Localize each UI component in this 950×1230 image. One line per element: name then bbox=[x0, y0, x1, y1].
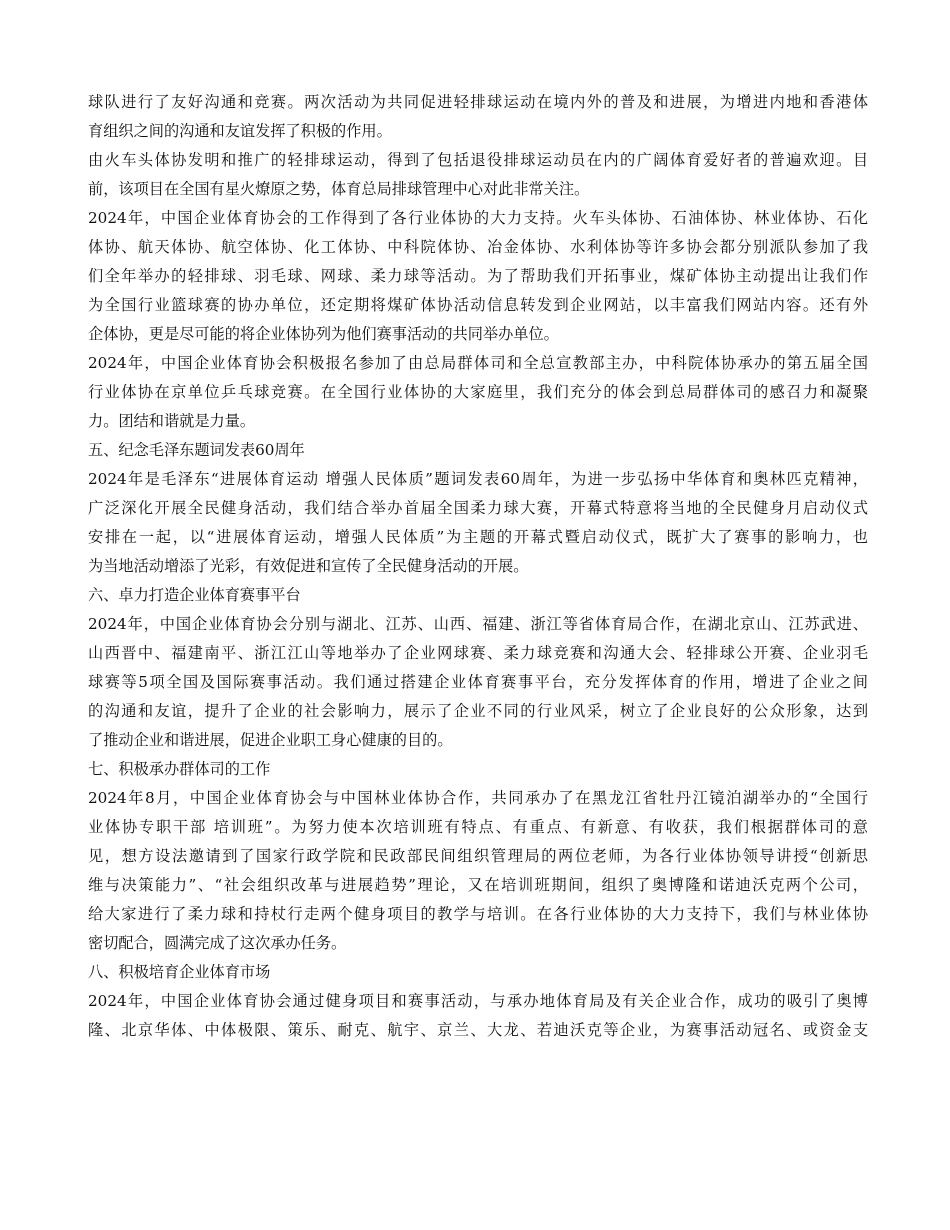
text-line: 为当地活动增添了光彩，有效促进和宣传了全民健身活动的开展。 bbox=[88, 557, 529, 575]
text-line: 见，想方设法邀请到了国家行政学院和民政部民间组织管理局的两位老师，为各行业体协领导讲授“创新思 bbox=[88, 847, 868, 865]
text-line: 球赛等5项全国及国际赛事活动。我们通过搭建企业体育赛事平台，充分发挥体育的作用，增进了企业之间 bbox=[88, 673, 868, 691]
section-heading: 八、积极培育企业体育市场 bbox=[88, 963, 271, 981]
text-line: 给大家进行了柔力球和持杖行走两个健身项目的教学与培训。在各行业体协的大力支持下，我们与林业体协 bbox=[88, 905, 868, 923]
text-line: 球队进行了友好沟通和竞赛。两次活动为共同促进轻排球运动在境内外的普及和进展，为增进内地和香港体 bbox=[88, 93, 868, 111]
text-line: 2024年，中国企业体育协会通过健身项目和赛事活动，与承办地体育局及有关企业合作，成功的吸引了奥博 bbox=[88, 992, 868, 1010]
text-line: 企体协，更是尽可能的将企业体协列为他们赛事活动的共同举办单位。 bbox=[88, 325, 559, 343]
text-line: 2024年是毛泽东“进展体育运动 增强人民体质”题词发表60周年，为进一步弘扬中华体育和奥林匹克精神， bbox=[88, 470, 868, 488]
text-line: 安排在一起，以“进展体育运动，增强人民体质”为主题的开幕式暨启动仪式，既扩大了赛事的影响力，也 bbox=[88, 528, 868, 546]
text-line: 由火车头体协发明和推广的轻排球运动，得到了包括退役排球运动员在内的广阔体育爱好者的普遍欢迎。目 bbox=[88, 151, 868, 169]
text-line: 维与决策能力”、“社会组织改革与进展趋势”理论，又在培训班期间，组织了奥博隆和诺迪沃克两个公司， bbox=[88, 876, 868, 894]
text-line: 2024年，中国企业体育协会积极报名参加了由总局群体司和全总宣教部主办，中科院体协承办的第五届全国 bbox=[88, 354, 868, 372]
text-line: 体协、航天体协、航空体协、化工体协、中科院体协、冶金体协、水利体协等许多协会都分别派队参加了我 bbox=[88, 238, 868, 256]
text-line: 了推动企业和谐进展，促进企业职工身心健康的目的。 bbox=[88, 731, 453, 749]
text-line: 密切配合，圆满完成了这次承办任务。 bbox=[88, 934, 347, 952]
text-line: 隆、北京华体、中体极限、策乐、耐克、航宇、京兰、大龙、若迪沃克等企业，为赛事活动冠名、或资金支 bbox=[88, 1021, 868, 1039]
text-line: 前，该项目在全国有星火燎原之势，体育总局排球管理中心对此非常关注。 bbox=[88, 180, 590, 198]
document-body bbox=[88, 88, 868, 1045]
text-line: 2024年8月，中国企业体育协会与中国林业体协合作，共同承办了在黑龙江省牡丹江镜泊湖举办的“全国行 bbox=[88, 789, 868, 807]
text-line: 为全国行业篮球赛的协办单位，还定期将煤矿体协活动信息转发到企业网站，以丰富我们网站内容。还有外 bbox=[88, 296, 868, 314]
text-line: 业体协专职干部 培训班”。为努力使本次培训班有特点、有重点、有新意、有收获，我们根据群体司的意 bbox=[88, 818, 868, 836]
text-line: 力。团结和谐就是力量。 bbox=[88, 412, 256, 430]
section-heading: 七、积极承办群体司的工作 bbox=[88, 760, 271, 778]
section-heading: 六、卓力打造企业体育赛事平台 bbox=[88, 586, 301, 604]
text-line: 广泛深化开展全民健身活动，我们结合举办首届全国柔力球大赛，开幕式特意将当地的全民健身月启动仪式 bbox=[88, 499, 868, 517]
text-line: 行业体协在京单位乒乓球竞赛。在全国行业体协的大家庭里，我们充分的体会到总局群体司的感召力和凝聚 bbox=[88, 383, 868, 401]
text-line: 的沟通和友谊，提升了企业的社会影响力，展示了企业不同的行业风采，树立了企业良好的公众形象，达到 bbox=[88, 702, 868, 720]
text-line: 们全年举办的轻排球、羽毛球、网球、柔力球等活动。为了帮助我们开拓事业，煤矿体协主动提出让我们作 bbox=[88, 267, 868, 285]
text-line: 育组织之间的沟通和友谊发挥了积极的作用。 bbox=[88, 122, 392, 140]
text-line: 2024年，中国企业体育协会分别与湖北、江苏、山西、福建、浙江等省体育局合作，在湖北京山、江苏武进、 bbox=[88, 615, 868, 633]
text-line: 2024年，中国企业体育协会的工作得到了各行业体协的大力支持。火车头体协、石油体协、林业体协、石化 bbox=[88, 209, 868, 227]
text-line: 山西晋中、福建南平、浙江江山等地举办了企业网球赛、柔力球竞赛和沟通大会、轻排球公开赛、企业羽毛 bbox=[88, 644, 868, 662]
section-heading: 五、纪念毛泽东题词发表60周年 bbox=[88, 441, 305, 459]
